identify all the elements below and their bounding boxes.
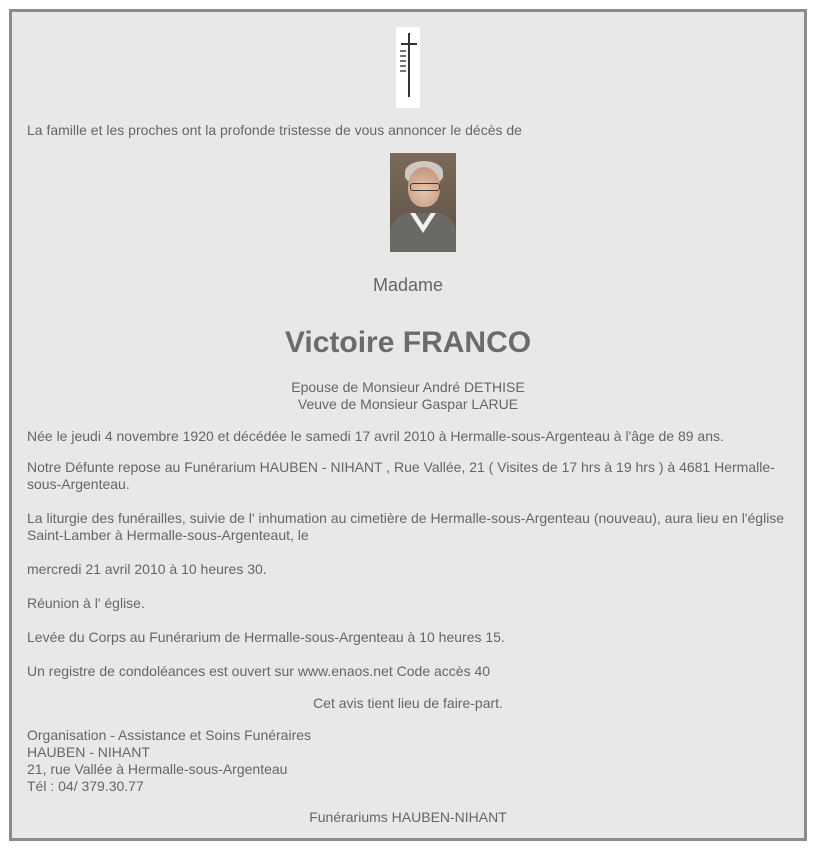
obituary-card — [9, 9, 807, 841]
deceased-photo — [390, 153, 456, 252]
footer-text: Funérariums HAUBEN-NIHANT — [309, 809, 507, 825]
spouse-line-2: Veuve de Monsieur Gaspar LARUE — [297, 396, 519, 412]
registry-text: Un registre de condoléances est ouvert sur www.enaos.net Code accès 40 — [27, 663, 491, 679]
organisation-line-2: HAUBEN - NIHANT — [27, 744, 150, 760]
levee-text: Levée du Corps au Funérarium de Hermalle-sous-Argenteau à 10 heures 15. — [27, 629, 505, 645]
organisation-phone: Tél : 04/ 379.30.77 — [27, 778, 144, 794]
deceased-name: Victoire FRANCO — [284, 326, 532, 359]
birth-death-text: Née le jeudi 4 novembre 1920 et décédée le samedi 17 avril 2010 à Hermalle-sous-Argenteau à l'âge de 89 ans. — [27, 428, 724, 444]
cross-icon — [396, 27, 420, 108]
intro-text: La famille et les proches ont la profonde tristesse de vous annoncer le décès de — [27, 122, 522, 138]
honorific: Madame — [372, 275, 444, 295]
organisation-line-3: 21, rue Vallée à Hermalle-sous-Argenteau — [27, 761, 288, 777]
repose-text: Notre Défunte repose au Funérarium HAUBEN - NIHANT , Rue Vallée, 21 ( Visites de 17 hrs à 19 hrs ) à 4681 Hermalle-sous-Argenteau. — [27, 459, 775, 492]
faire-part-text: Cet avis tient lieu de faire-part. — [313, 695, 503, 711]
spouse-line-1: Epouse de Monsieur André DETHISE — [291, 379, 525, 395]
liturgy-text: La liturgie des funérailles, suivie de l' inhumation au cimetière de Hermalle-sous-Argenteau (nouveau), aura lieu en l'église Saint-Lamber à Hermalle-sous-Argenteaut, le — [27, 510, 785, 543]
reunion-text: Réunion à l' église. — [27, 595, 145, 611]
spouse-info — [27, 379, 789, 413]
organisation-line-1: Organisation - Assistance et Soins Funéraires — [27, 727, 312, 743]
organisation-block — [27, 727, 789, 795]
ceremony-date: mercredi 21 avril 2010 à 10 heures 30. — [27, 561, 267, 577]
